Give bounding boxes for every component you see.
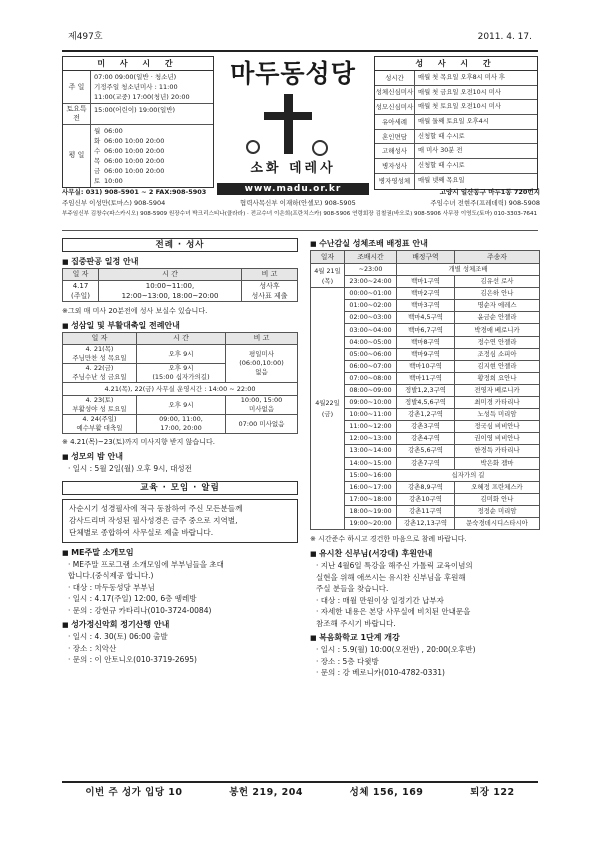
adoration-table [310,250,540,530]
table-cell: 백마4,5구역 [397,312,455,324]
cell-line: 성사후 [259,282,280,290]
bullet-line: · 장소 : 치악산 [68,643,117,653]
table-cell: 백마9구역 [397,348,455,360]
sacrament-label: 성체신심미사 [375,86,415,100]
cell-line: 4. 22(금) [85,364,114,372]
table-row [311,324,540,336]
section-education: 교육 · 모임 · 알림 [62,481,298,495]
table-cell: 한경득 카타리나 [455,445,540,457]
table-cell [99,281,242,302]
table-row [311,421,540,433]
hymn-communion: 성체 156, 169 [349,787,424,798]
table-row [63,383,298,396]
table-cell: 18:00~19:00 [345,505,397,517]
sacrament-label: 병자영성체 [375,174,415,189]
table-cell: 백마8구역 [397,336,455,348]
parish-patron: 소화 데레사 [250,161,336,176]
table-cell: 04:00~05:00 [345,336,397,348]
table-row [311,409,540,421]
table-cell: 김은하 안나 [455,288,540,300]
cell-line: 성사표 제출 [251,292,288,300]
table-row [63,396,298,415]
table-header-row [311,251,540,264]
bullet-line: · 대상 : 마두동성당 부부님 [68,582,155,592]
saturday-label: 토요특전 [63,104,91,124]
sacrament-label: 성시간 [375,71,415,85]
paragraph-line: 참조해 주시기 바랍니다. [316,618,396,628]
table-cell [63,364,137,383]
table-row [311,397,540,409]
table-row [311,300,540,312]
table-cell: 06:00~07:00 [345,360,397,372]
left-column [62,238,298,666]
notice-line: 사순시기 성경필사에 적극 동참하여 주신 모든분들께 [69,503,243,513]
column-header: 일자 [311,251,345,264]
sacraments-box [374,56,538,190]
table-cell: 오후 9시 [137,345,226,364]
sunday-line: 07:00 09:00(일반 · 청소년) [94,73,177,81]
mass-times-title: 미 사 시 간 [63,57,213,71]
sunday-line: 11:00(교중) 17:00(청년) 20:00 [94,93,190,101]
paragraph-line: · 지난 4월6일 특강을 해주신 가톨릭 교육이념의 [316,561,473,571]
subsection-heading: ■ 유시찬 신부님(서강대) 후원안내 [310,548,540,560]
weekday-line [94,176,210,186]
table-cell: 평일미사 (06:00,10:00) 없음 [226,345,298,383]
adoration-body [311,264,540,530]
cell-line: 주님만찬 성 목요일 [72,354,127,362]
section-liturgy: 전례 · 성사 [62,238,298,252]
sacrament-value: 매월 넷째 목요일 [418,177,465,185]
table-cell: 노성득 미리암 [455,409,540,421]
bullet-line: · 일시 : 5월 2일(월) 오후 9시, 대성전 [68,464,192,473]
table-row [311,276,540,288]
table-cell: 정발1,2,3구역 [397,384,455,396]
table-row [311,445,540,457]
table-cell: 정발4,5,6구역 [397,397,455,409]
table-cell: 19:00~20:00 [345,517,397,529]
sacrament-value: 매월 첫 금요일 오전10시 미사 [418,88,501,96]
date-cell: 4월 21일 (목) [311,264,345,288]
column-header: 비 고 [242,269,298,281]
subsection-heading: ■ 성모의 밤 안내 [62,451,298,463]
date-cell: 4월22일 (금) [311,288,345,530]
rose-icon [246,140,260,154]
subsection-heading: ■ ME주말 소개모임 [62,547,298,559]
sacrament-row [375,130,537,145]
table-cell: 윤금순 안젤라 [455,312,540,324]
table-row [311,481,540,493]
bullet-line: · 장소 : 5층 다윗방 [316,656,379,666]
contact-item: 부주임신부 김창수(파스카시오) 908-5909 원장수녀 박크리스티나(클라라) · 전교수녀 이은희(프란치스카) 908-5906 연령회장 김철권(바오로) 908-5906 사무장 이영도(토마) 010-3303-7641 [62,211,538,217]
weekday-label: 평 일 [63,125,91,187]
contact-row [62,198,540,209]
table-cell: 13:00~14:00 [345,445,397,457]
subsection-heading: ■ 성가정신악회 정기산행 안내 [62,619,298,631]
table-row [311,348,540,360]
contacts [62,187,540,220]
column-header: 배정구역 [397,251,455,264]
table-cell: 백마11구역 [397,372,455,384]
hymn-recessional: 퇴장 122 [470,787,515,798]
cell-line: 4. 23(토) [85,396,114,404]
header-rule [62,50,538,52]
table-cell [63,396,137,415]
weekday-name: 월 [94,126,101,135]
subsection-heading: ■ 성삼일 및 부활대축일 전례안내 [62,320,298,332]
column-header: 일 자 [63,333,137,345]
table-cell: 01:00~02:00 [345,300,397,312]
column-header: 비 고 [226,333,298,345]
subsection-heading: ■ 수난감실 성체조배 배정표 안내 [310,238,540,250]
mass-row-saturday [63,104,213,125]
table-cell [63,345,137,364]
sacrament-value: 신청할 때 수시로 [418,162,465,170]
sacrament-row [375,71,537,86]
sunday-label: 주 일 [63,71,91,103]
table-cell: 05:00~06:00 [345,348,397,360]
table-cell: 문숙경데시디스타시아 [455,517,540,529]
table-cell: 강촌5,6구역 [397,445,455,457]
table-cell: 14:00~15:00 [345,457,397,469]
sacrament-row [375,115,537,130]
paragraph-line: 실현을 위해 애쓰시는 유시찬 신부님을 후원해 [316,572,466,582]
table-row [311,384,540,396]
cross-icon [264,94,312,156]
sacrament-label: 혼인면담 [375,130,415,144]
table-cell: 07:00 미사없음 [226,415,298,434]
sacrament-label: 유아세례 [375,115,415,129]
weekday-line [94,136,210,146]
paragraph-line: · 대상 : 매월 만원이상 일정기간 납부자 [316,595,444,605]
table-cell: 11:00~12:00 [345,421,397,433]
sacrament-label: 병자성사 [375,159,415,173]
contact-row [62,209,540,220]
sacrament-row [375,86,537,101]
table-cell: 조정심 소피아 [455,348,540,360]
contact-item: 협력사목신부 이재하(안셀모) 908-5905 [239,199,356,207]
table-cell: 오혜정 프란체스카 [455,481,540,493]
sacrament-value: 매월 첫 토요일 오전10시 미사 [418,103,501,111]
notice-line: 단체별로 종합하여 사무실로 제출 바랍니다. [69,527,214,537]
table-cell: 07:00~08:00 [345,372,397,384]
cell-line: 10:00~11:00, [145,282,195,290]
table-cell: 02:00~03:00 [345,312,397,324]
table-row [311,360,540,372]
contacts-rule [62,230,538,231]
weekday-line [94,146,210,156]
weekday-value: 06:00 10:00 20:00 [104,166,165,175]
table-cell: 강촌4구역 [397,433,455,445]
table-cell: 03:00~04:00 [345,324,397,336]
note: ※ 시간준수 하시고 경건한 마음으로 참례 바랍니다. [310,535,467,544]
confession-table [62,268,298,302]
table-cell: 16:00~17:00 [345,481,397,493]
table-cell: 강촌1,2구역 [397,409,455,421]
column-header: 주송자 [455,251,540,264]
weekday-line [94,126,210,136]
sacrament-value: 매월 둘째 토요일 오후4시 [418,117,489,125]
table-cell: 십자가의 길 [397,469,540,481]
table-row [311,288,540,300]
website-link[interactable]: www.madu.or.kr [217,183,369,195]
sacrament-value: 신청할 때 수시로 [418,132,465,140]
table-row [311,264,540,276]
table-cell: 강촌7구역 [397,457,455,469]
sunday-times [91,71,213,103]
weekday-line [94,156,210,166]
table-row [311,457,540,469]
table-cell: 15:00~16:00 [345,469,397,481]
cell-line: 예수부활 대축일 [76,424,123,432]
cell-line: 4. 24(주일) [82,415,117,423]
table-cell: 10:00, 15:00 미사없음 [226,396,298,415]
weekday-line [94,166,210,176]
weekday-value: 10:00 [104,176,123,185]
table-cell: 오후 9시 (15:00 십자가의길) [137,364,226,383]
table-cell: 09:00~10:00 [345,397,397,409]
table-cell: 강촌12,13구역 [397,517,455,529]
note: ※ 4.21(목)~23(토)까지 미사지향 받지 않습니다. [62,438,215,446]
sunday-line: 기정주일 청소년미사 : 11:00 [94,83,178,91]
hymn-offertory: 봉헌 219, 204 [229,787,303,798]
contact-row [62,187,540,198]
table-cell: 최미경 카타리나 [455,397,540,409]
parish-address: 고양시 일산동구 마두1동 720번지 [439,188,540,196]
table-cell: ~23:00 [345,264,397,276]
cell-line: 4. 21(목) [85,345,114,353]
paragraph-line: · 자세한 내용은 본당 사무실에 비치된 안내문을 [316,607,471,617]
table-cell: 권이영 비비안나 [455,433,540,445]
table-row [63,345,298,364]
bullet-line: · 일시 : 4.17(주일) 12:00, 6층 뗑레방 [68,594,197,603]
table-cell: 12:00~13:00 [345,433,397,445]
table-cell [242,281,298,302]
table-cell [63,415,137,434]
mass-row-sunday [63,71,213,104]
table-cell: 정국심 비비안나 [455,421,540,433]
mass-times-box [62,56,214,188]
weekday-name: 화 [94,136,101,145]
hymn-footer [62,781,538,799]
table-cell: 김지현 안젤라 [455,360,540,372]
paragraph-line: 주실 분들을 찾습니다. [316,584,389,594]
table-cell: 황정희 요안나 [455,372,540,384]
table-row [63,415,298,434]
sacraments-title: 성 사 시 간 [375,57,537,71]
weekday-value: 06:00 10:00 20:00 [104,156,165,165]
bullet-line: · 일시 : 5.9(월) 10:00(오전반) , 20:00(오후반) [316,645,476,655]
issue-number: 제497호 [68,32,103,42]
table-row [63,281,298,302]
parish-logo [216,58,370,178]
weekday-name: 토 [94,176,101,185]
weekday-name: 금 [94,166,101,175]
hymn-entrance: 이번 주 성가 입당 10 [85,787,183,798]
note: ※그외 매 미사 20분전에 성사 보실수 있습니다. [62,307,208,315]
table-cell: 10:00~11:00 [345,409,397,421]
table-cell: 23:00~24:00 [345,276,397,288]
bullet-line: · 문의 : 강 베로니카(010-4782-0331) [316,668,445,678]
bullet-line: · 문의 : 이 안토니오(010-3719-2695) [68,655,197,664]
office-phone: 사무실: 031) 908-5901 ~ 2 FAX:908-5903 [62,188,207,196]
table-row [311,433,540,445]
table-cell: 김유선 로사 [455,276,540,288]
table-cell: 개별 성체조배 [397,264,540,276]
table-header-row [63,333,298,345]
table-cell: 00:00~01:00 [345,288,397,300]
table-cell: 백마2구역 [397,288,455,300]
right-column [310,238,540,679]
table-row [311,469,540,481]
weekday-value: 06:00 10:00 20:00 [104,136,165,145]
weekday-name: 수 [94,146,101,155]
contact-item: 주임신부 이성만(토마스) 908-5904 [62,199,166,207]
table-cell: 김미화 안나 [455,493,540,505]
table-cell: 강촌11구역 [397,505,455,517]
table-cell: 명순자 에레스 [455,300,540,312]
sacrament-row [375,100,537,115]
table-row [311,312,540,324]
saturday-times [91,104,213,124]
table-row [311,336,540,348]
column-header: 일 자 [63,269,99,281]
table-row [311,372,540,384]
table-cell: 강촌3구역 [397,421,455,433]
table-header-row [63,269,298,281]
table-row [311,505,540,517]
table-cell: 정정순 미리암 [455,505,540,517]
sacrament-label: 고해성사 [375,144,415,158]
bullet-line: 합니다.(중식제공 합니다.) [68,571,154,580]
column-header: 시 간 [137,333,226,345]
bullet-line: · 일시 : 4. 30(토) 06:00 출발 [68,632,168,641]
weekday-times [91,125,213,187]
table-cell: 전영자 베로니카 [455,384,540,396]
sacraments-rows [375,71,537,189]
table-cell: 박경애 베로니카 [455,324,540,336]
contact-item: 주임수녀 전현주(프레데릭) 908-5908 [430,199,540,207]
table-cell: 오후 9시 [137,396,226,415]
table-cell: 17:00~18:00 [345,493,397,505]
subsection-heading: ■ 집중판공 일정 안내 [62,256,298,268]
easter-table [62,332,298,434]
table-cell: 4.21(목), 22(금) 사무실 운영시간 : 14:00 ~ 22:00 [63,383,298,396]
table-row [311,493,540,505]
sacrament-row [375,159,537,174]
column-header: 시 간 [99,269,242,281]
bullet-line: · ME주말 프로그램 소개모임에 부부님들을 초대 [68,559,224,569]
cell-line: 부활성야 성 토요일 [72,405,127,413]
notice-box [62,499,298,543]
table-cell: 백마1구역 [397,276,455,288]
notice-line: 감사드리며 작성된 필사성경은 금주 중으로 지역별, [69,515,238,525]
table-cell: 정수연 안젤라 [455,336,540,348]
bullet-line: · 문의 : 강현규 카타리나(010-3724-0084) [68,605,212,615]
weekday-value: 06:00 [104,126,123,135]
table-row [311,517,540,529]
table-cell: 백마3구역 [397,300,455,312]
sacrament-value: 매월 첫 목요일 오후8시 미사 후 [418,73,506,81]
rose-icon [312,140,328,156]
table-cell: 강촌10구역 [397,493,455,505]
sacrament-value: 매 미사 30분 전 [418,147,463,155]
table-cell: 09:00, 11:00, 17:00, 20:00 [137,415,226,434]
table-cell: 강촌8,9구역 [397,481,455,493]
table-cell: 4.17 (주일) [63,281,99,302]
table-cell: 박은화 젬마 [455,457,540,469]
table-cell: 백마6,7구역 [397,324,455,336]
header [68,32,532,50]
parish-name: 마두동성당 [230,59,356,88]
subsection-heading: ■ 복음화학교 1단계 개강 [310,632,540,644]
sacrament-row [375,144,537,159]
saturday-line: 15:00(어린이) 19:00(일반) [94,106,176,114]
issue-date: 2011. 4. 17. [477,32,532,42]
weekday-value: 06:00 10:00 20:00 [104,146,165,155]
mass-row-weekday [63,125,213,187]
cell-line: 주님수난 성 금요일 [72,373,127,381]
sacrament-label: 성모신심미사 [375,100,415,114]
table-cell: 백마10구역 [397,360,455,372]
column-header: 조배시간 [345,251,397,264]
weekday-name: 목 [94,156,101,165]
cell-line: 12:00~13:00, 18:00~20:00 [121,292,219,300]
table-cell: 08:00~09:00 [345,384,397,396]
